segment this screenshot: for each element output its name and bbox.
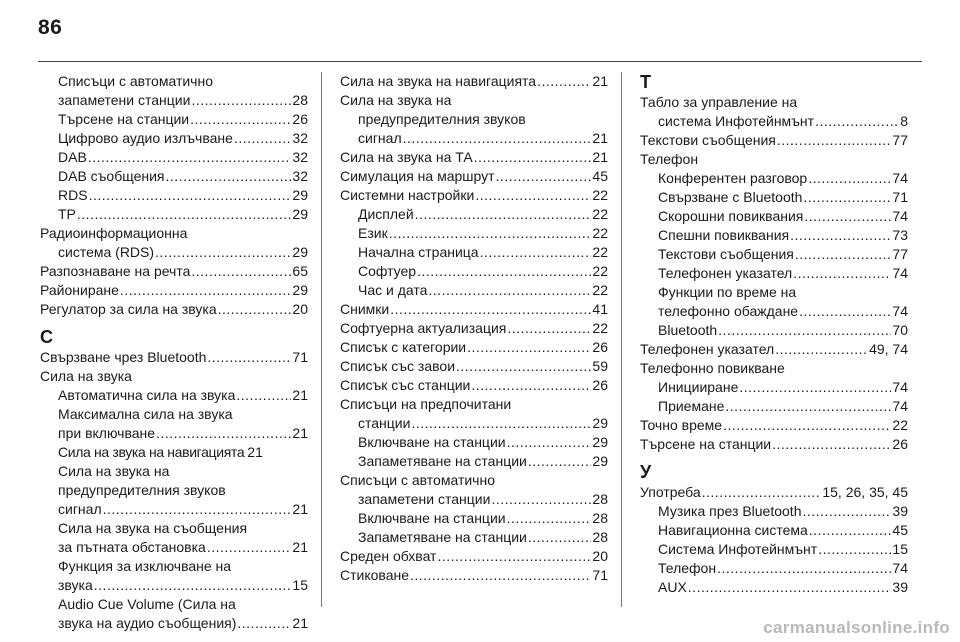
index-entry: Телефонно повикване xyxy=(640,360,785,376)
index-entry xyxy=(340,357,608,376)
page-ref: 15 xyxy=(292,577,308,593)
page-ref: 15, 26, 35, 45 xyxy=(822,484,908,500)
index-entry xyxy=(640,540,908,559)
dot-leader xyxy=(389,224,592,243)
dot-leader xyxy=(808,169,891,188)
page-ref: 39 xyxy=(892,579,908,595)
index-entry xyxy=(340,243,608,262)
dot-leader xyxy=(390,300,591,319)
dot-leader xyxy=(190,110,291,129)
dot-leader xyxy=(417,262,591,281)
page-ref: 71 xyxy=(892,189,908,205)
index-entry xyxy=(640,226,908,245)
page-ref: 45 xyxy=(592,168,608,184)
entry-text: Език xyxy=(358,225,388,241)
page-ref: 32 xyxy=(292,168,308,184)
dot-leader xyxy=(804,207,891,226)
entry-text: предупредителния звуков xyxy=(58,482,226,498)
entry-text: Приемане xyxy=(658,398,725,414)
page-ref: 26 xyxy=(592,339,608,355)
entry-text: Скорошни повиквания xyxy=(658,208,804,224)
page-ref: 22 xyxy=(592,225,608,241)
index-entry xyxy=(340,281,608,300)
entry-text: Точно време xyxy=(640,417,723,433)
index-entry xyxy=(40,186,308,205)
entry-text: Запаметяване на станции xyxy=(358,529,527,545)
dot-leader xyxy=(471,376,591,395)
dot-leader xyxy=(725,397,891,416)
entry-text: Разпознаване на речта xyxy=(40,263,191,279)
index-entry xyxy=(340,205,608,224)
page-ref: 49, 74 xyxy=(869,341,908,357)
entry-text: Търсене на станции xyxy=(58,111,190,127)
index-entry xyxy=(640,521,908,540)
dot-leader xyxy=(480,243,592,262)
entry-line xyxy=(58,538,308,557)
dot-leader xyxy=(155,243,291,262)
dot-leader xyxy=(803,188,891,207)
index-entry xyxy=(40,110,308,129)
index-entry xyxy=(340,566,608,585)
page-ref: 29 xyxy=(292,187,308,203)
watermark: carmanualsonline.info xyxy=(763,618,950,637)
dot-leader xyxy=(507,433,592,452)
dot-leader xyxy=(496,167,592,186)
entry-text: Стиковане xyxy=(340,567,409,583)
dot-leader xyxy=(191,262,291,281)
index-entry xyxy=(340,186,608,205)
index-entry xyxy=(640,245,908,264)
entry-text: Сила на звука на ТА xyxy=(340,149,473,165)
entry-text: Включване на станции xyxy=(358,434,506,450)
page-ref: 21 xyxy=(292,425,308,441)
index-entry xyxy=(40,281,308,300)
page-ref: 21 xyxy=(292,539,308,555)
page-ref: 65 xyxy=(292,263,308,279)
entry-text: Навигационна система xyxy=(658,522,808,538)
entry-text: система Инфотейнмънт xyxy=(658,113,815,129)
dot-leader xyxy=(795,245,892,264)
entry-text: Функции по време на xyxy=(658,284,797,300)
entry-text: Сила на звука на xyxy=(340,92,452,108)
index-entry xyxy=(640,378,908,397)
index-column-1 xyxy=(40,72,308,633)
page-ref: 21 xyxy=(292,387,308,403)
entry-text: Списък със станции xyxy=(340,377,471,393)
dot-leader xyxy=(528,452,592,471)
entry-line xyxy=(340,129,608,148)
entry-text: Списък със завои xyxy=(340,358,456,374)
index-entry xyxy=(640,578,908,597)
dot-leader xyxy=(475,186,591,205)
index-entry xyxy=(340,262,608,281)
page-ref: 21 xyxy=(592,130,608,146)
page-ref: 21 xyxy=(292,615,308,631)
page-ref: 21 xyxy=(592,73,608,89)
page-ref: 41 xyxy=(592,301,608,317)
page-ref: 74 xyxy=(892,379,908,395)
dot-leader xyxy=(507,319,591,338)
page-ref: 71 xyxy=(292,349,308,365)
dot-leader xyxy=(94,576,292,595)
index-entry xyxy=(40,595,308,633)
index-entry xyxy=(640,169,908,188)
index-entry xyxy=(640,188,908,207)
dot-leader xyxy=(528,528,592,547)
entry-text: Конферентен разговор xyxy=(658,170,808,186)
page-ref: 29 xyxy=(292,282,308,298)
dot-leader xyxy=(777,131,892,150)
page-ref: 15 xyxy=(892,541,908,557)
page-ref: 8 xyxy=(900,113,908,129)
index-entry xyxy=(340,528,608,547)
index-entry xyxy=(640,435,908,454)
page-ref: 59 xyxy=(592,358,608,374)
dot-leader xyxy=(507,509,592,528)
page-ref: 39 xyxy=(892,503,908,519)
entry-text: за пътната обстановка xyxy=(58,539,206,555)
entry-text: Свързване с Bluetooth xyxy=(658,189,803,205)
entry-text: Час и дата xyxy=(358,282,428,298)
dot-leader xyxy=(790,226,891,245)
index-entry: Сила на звука xyxy=(40,368,132,384)
entry-text: Телефон xyxy=(658,560,717,576)
entry-text: Снимки xyxy=(340,301,390,317)
page-number: 86 xyxy=(38,16,63,39)
entry-text: Дисплей xyxy=(358,206,414,222)
entry-text: звука xyxy=(58,577,93,593)
entry-text: Регулатор за сила на звука xyxy=(40,301,217,317)
page-ref: 45 xyxy=(892,522,908,538)
dot-leader xyxy=(156,424,291,443)
entry-text: телефонно обаждане xyxy=(658,303,799,319)
page-ref: 29 xyxy=(592,415,608,431)
index-entry xyxy=(340,452,608,471)
index-entry xyxy=(40,262,308,281)
section-letter: У xyxy=(640,462,652,482)
dot-leader xyxy=(688,578,892,597)
page-ref: 22 xyxy=(592,263,608,279)
entry-text: запаметени станции xyxy=(58,92,191,108)
dot-leader xyxy=(77,205,292,224)
page-ref: 71 xyxy=(592,567,608,583)
dot-leader xyxy=(718,321,891,340)
index-entry xyxy=(340,395,608,433)
index-entry xyxy=(340,148,608,167)
entry-text: DAB xyxy=(58,149,87,165)
index-entry xyxy=(340,91,608,148)
dot-leader xyxy=(410,566,591,585)
entry-line xyxy=(58,576,308,595)
index-entry xyxy=(340,224,608,243)
index-entry xyxy=(340,319,608,338)
dot-leader xyxy=(237,614,291,633)
index-entry: Телефон xyxy=(640,151,699,167)
dot-leader xyxy=(702,483,822,502)
entry-text: Търсене на станции xyxy=(640,436,772,452)
dot-leader xyxy=(815,112,899,131)
page-ref: 74 xyxy=(892,265,908,281)
column-divider-1 xyxy=(321,72,322,607)
index-entry xyxy=(40,443,308,462)
page-ref: 22 xyxy=(592,244,608,260)
entry-text: Текстови съобщения xyxy=(658,246,794,262)
entry-text: Цифрово аудио излъчване xyxy=(58,130,233,146)
entry-text: Сила на звука на навигацията xyxy=(58,444,245,460)
index-entry xyxy=(40,557,308,595)
page-ref: 21 xyxy=(292,501,308,517)
entry-text: AUX xyxy=(658,579,687,595)
column-divider-2 xyxy=(621,72,622,607)
index-entry xyxy=(340,376,608,395)
index-entry xyxy=(640,340,908,359)
entry-text: Среден обхват xyxy=(340,548,437,564)
entry-text: Текстови съобщения xyxy=(640,132,776,148)
entry-text: Система Инфотейнмънт xyxy=(658,541,818,557)
index-entry xyxy=(640,131,908,150)
entry-text: Сила на звука на xyxy=(58,463,170,479)
entry-text: Списък с категории xyxy=(340,339,467,355)
index-entry xyxy=(40,405,308,443)
entry-text: Начална страница xyxy=(358,244,479,260)
dot-leader xyxy=(191,91,291,110)
entry-text: Софтуер xyxy=(358,263,417,279)
index-entry xyxy=(40,148,308,167)
page-ref: 74 xyxy=(892,560,908,576)
index-entry xyxy=(640,321,908,340)
entry-text: Сила на звука на навигацията xyxy=(340,73,537,89)
header-rule xyxy=(38,61,922,62)
entry-line xyxy=(58,614,308,633)
entry-text: Радиоинформационна xyxy=(40,225,188,241)
index-column-3 xyxy=(640,72,908,597)
entry-line xyxy=(58,500,308,519)
page-ref: 22 xyxy=(892,417,908,433)
dot-leader xyxy=(802,502,891,521)
dot-leader xyxy=(799,302,891,321)
dot-leader xyxy=(120,281,292,300)
entry-text: запаметени станции xyxy=(358,491,491,507)
entry-text: RDS xyxy=(58,187,88,203)
index-entry xyxy=(340,167,608,186)
dot-leader xyxy=(234,129,291,148)
page-ref: 21 xyxy=(592,149,608,165)
index-entry xyxy=(40,300,308,319)
index-entry xyxy=(340,338,608,357)
dot-leader xyxy=(415,205,592,224)
page-ref: 29 xyxy=(292,206,308,222)
page-ref: 26 xyxy=(892,436,908,452)
entry-text: Максимална сила на звука xyxy=(58,406,233,422)
index-entry xyxy=(340,509,608,528)
entry-line xyxy=(658,302,908,321)
dot-leader xyxy=(428,281,591,300)
dot-leader xyxy=(236,386,291,405)
entry-text: сигнал xyxy=(58,501,102,517)
page-ref: 32 xyxy=(292,130,308,146)
page-ref: 74 xyxy=(892,398,908,414)
page-ref: 28 xyxy=(292,92,308,108)
entry-text: Автоматична сила на звука xyxy=(58,387,236,403)
index-entry xyxy=(40,205,308,224)
entry-text: Симулация на маршрут xyxy=(340,168,495,184)
dot-leader xyxy=(103,500,292,519)
index-entry xyxy=(40,348,308,367)
page-ref: 22 xyxy=(592,187,608,203)
dot-leader xyxy=(218,300,292,319)
entry-text: Свързване чрез Bluetooth xyxy=(40,349,207,365)
index-entry xyxy=(640,93,908,131)
dot-leader xyxy=(537,72,591,91)
index-entry xyxy=(40,167,308,186)
entry-text: станции xyxy=(358,415,411,431)
dot-leader xyxy=(437,547,591,566)
index-entry xyxy=(640,416,908,435)
dot-leader xyxy=(723,416,891,435)
entry-text: Употреба xyxy=(640,484,701,500)
page-ref: 28 xyxy=(592,510,608,526)
dot-leader xyxy=(739,378,891,397)
page-ref: 77 xyxy=(892,132,908,148)
page-ref: 73 xyxy=(892,227,908,243)
index-entry xyxy=(340,490,608,509)
page-ref: 29 xyxy=(292,244,308,260)
entry-text: Софтуерна актуализация xyxy=(340,320,507,336)
dot-leader xyxy=(772,435,891,454)
index-entry xyxy=(40,224,308,262)
entry-text: TP xyxy=(58,206,76,222)
index-entry xyxy=(40,129,308,148)
index-entry xyxy=(640,559,908,578)
page-ref: 28 xyxy=(592,491,608,507)
page-ref: 28 xyxy=(592,529,608,545)
page-ref: 74 xyxy=(892,303,908,319)
page-ref: 32 xyxy=(292,149,308,165)
entry-text: DAB съобщения xyxy=(58,168,165,184)
entry-text: Иницииране xyxy=(658,379,739,395)
entry-text: Телефонен указател xyxy=(640,341,775,357)
entry-text: Запаметяване на станции xyxy=(358,453,527,469)
page-ref: 74 xyxy=(892,208,908,224)
dot-leader xyxy=(474,148,592,167)
entry-text: сигнал xyxy=(358,130,402,146)
entry-text: Музика през Bluetooth xyxy=(658,503,802,519)
index-column-2 xyxy=(340,72,608,585)
page-ref: 29 xyxy=(592,434,608,450)
index-entry xyxy=(40,386,308,405)
index-entry xyxy=(640,264,908,283)
entry-line xyxy=(640,112,908,131)
dot-leader xyxy=(818,540,891,559)
entry-text: звука на аудио съобщения) xyxy=(58,615,237,631)
dot-leader xyxy=(403,129,592,148)
dot-leader xyxy=(166,167,292,186)
dot-leader xyxy=(491,490,591,509)
index-entry xyxy=(40,72,308,110)
page-ref: 29 xyxy=(592,453,608,469)
entry-text: Райониране xyxy=(40,282,119,298)
page-ref: 20 xyxy=(592,548,608,564)
entry-text: Bluetooth xyxy=(658,322,718,338)
entry-text: Системни настройки xyxy=(340,187,475,203)
entry-text: Сила на звука на съобщения xyxy=(58,520,248,536)
dot-leader xyxy=(809,521,892,540)
dot-leader xyxy=(775,340,868,359)
dot-leader xyxy=(411,414,591,433)
dot-leader xyxy=(456,357,591,376)
dot-leader xyxy=(207,538,292,557)
entry-text: Включване на станции xyxy=(358,510,506,526)
entry-line xyxy=(40,243,308,262)
entry-text: Спешни повиквания xyxy=(658,227,790,243)
index-entry xyxy=(40,462,308,519)
entry-line xyxy=(340,414,608,433)
index-entry xyxy=(40,519,308,557)
entry-line xyxy=(58,91,308,110)
entry-text: Табло за управление на xyxy=(640,94,798,110)
section-letter: С xyxy=(40,327,53,347)
dot-leader xyxy=(89,186,292,205)
dot-leader xyxy=(467,338,591,357)
index-entry xyxy=(640,397,908,416)
page-ref: 26 xyxy=(592,377,608,393)
page-ref: 20 xyxy=(292,301,308,317)
entry-text: при включване xyxy=(58,425,156,441)
page-ref: 22 xyxy=(592,282,608,298)
entry-text: Телефонен указател xyxy=(658,265,793,281)
page-ref: 74 xyxy=(892,170,908,186)
section-letter: Т xyxy=(640,72,651,92)
page-ref: 21 xyxy=(247,444,263,460)
index-entry xyxy=(640,207,908,226)
index-entry xyxy=(640,502,908,521)
entry-text: Списъци с автоматично xyxy=(58,73,213,89)
index-entry xyxy=(340,433,608,452)
entry-text: предупредителния звуков xyxy=(358,111,526,127)
page-ref: 70 xyxy=(892,322,908,338)
index-entry xyxy=(340,547,608,566)
entry-line xyxy=(58,424,308,443)
entry-text: Функция за изключване на xyxy=(58,558,232,574)
index-entry xyxy=(640,483,908,502)
page-ref: 22 xyxy=(592,320,608,336)
entry-text: Списъци на предпочитани xyxy=(340,396,512,412)
index-entry xyxy=(640,283,908,321)
page-ref: 77 xyxy=(892,246,908,262)
index-entry xyxy=(340,300,608,319)
dot-leader xyxy=(717,559,891,578)
dot-leader xyxy=(793,264,891,283)
entry-text: система (RDS) xyxy=(58,244,155,260)
page-ref: 26 xyxy=(292,111,308,127)
index-entry xyxy=(340,72,608,91)
dot-leader xyxy=(207,348,291,367)
entry-text: Audio Cue Volume (Сила на xyxy=(58,596,236,612)
dot-leader xyxy=(88,148,292,167)
index-entry: Списъци с автоматично xyxy=(340,472,495,488)
page-ref: 22 xyxy=(592,206,608,222)
